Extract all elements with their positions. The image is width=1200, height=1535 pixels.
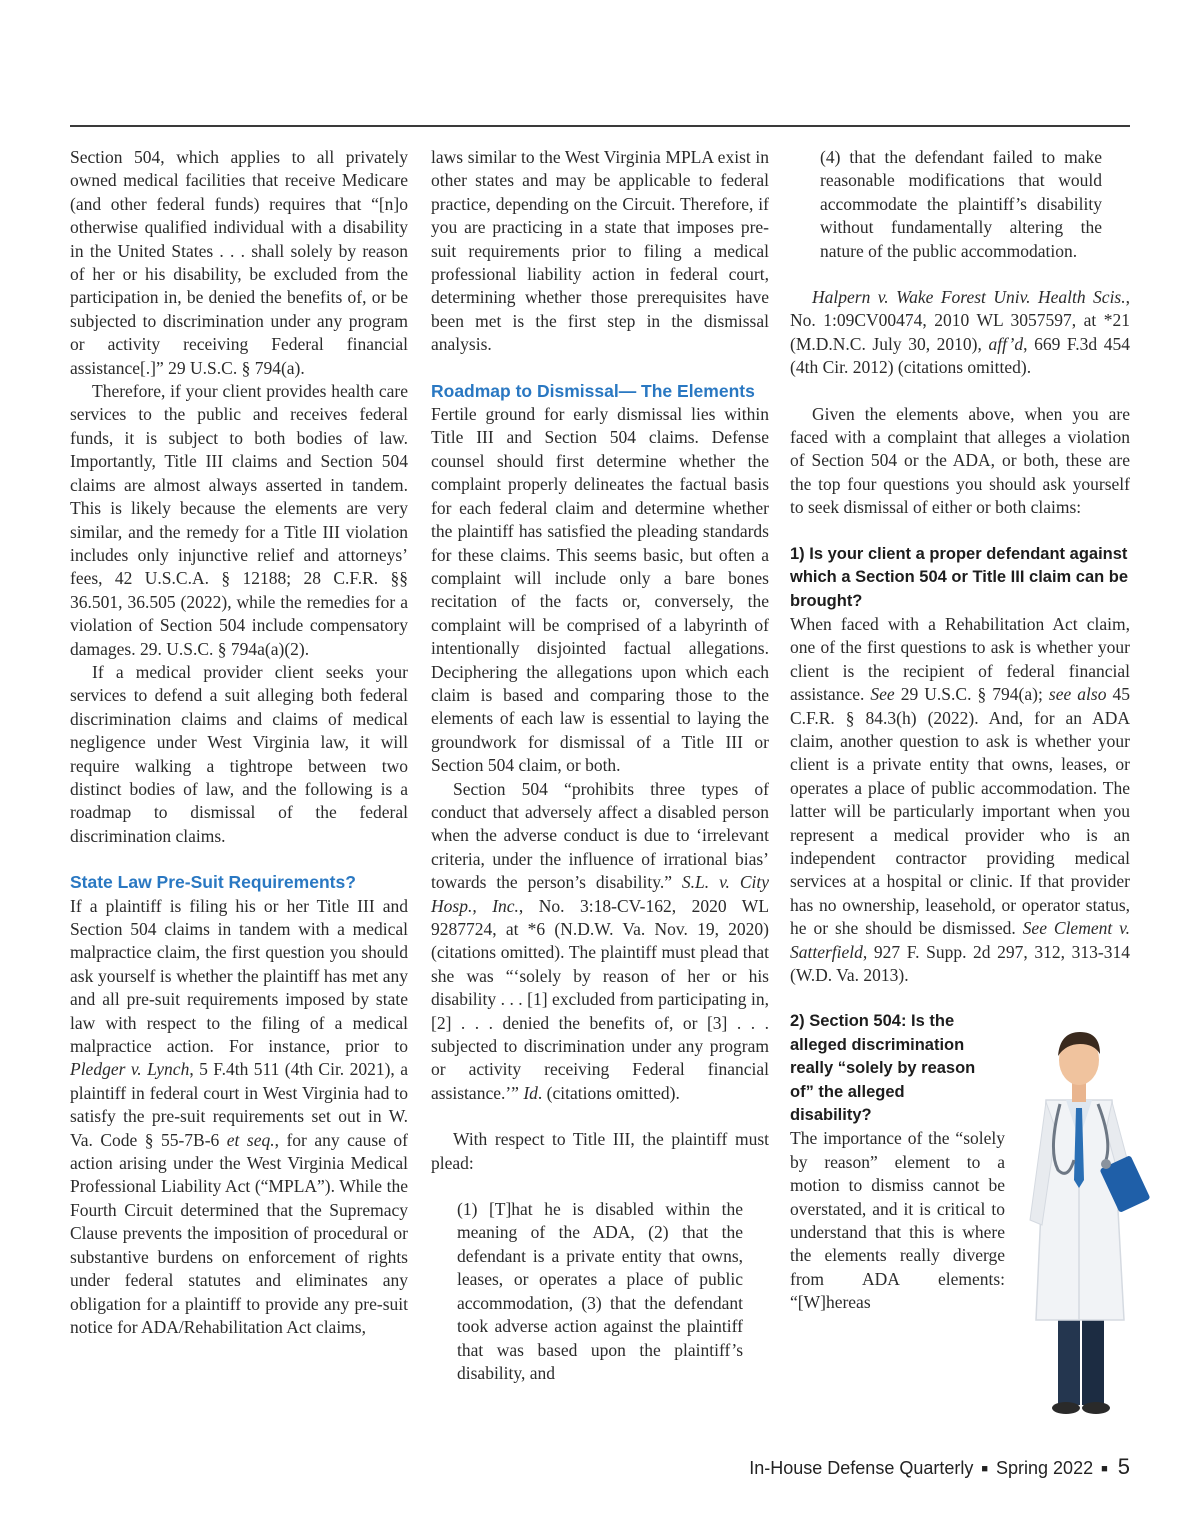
paragraph: Given the elements above, when you are faced with a complaint that alleges a violation of Section 504 or the ADA, or both, these are the top four questions you should ask yourself to seek dismissal of either or both claims: xyxy=(790,403,1130,518)
paragraph: Section 504, which applies to all privately owned medical facilities that receive Medicare (and other federal funds) requires that “[n]o otherwise qualified individual with a disability in the United States . . . shall solely by reason of her or his disability, be excluded from the participation in, be denied the benefits of, or be subjected to discrimination under any program or activity receiving Federal financial assistance[.]” 29 U.S.C. § 794(a). xyxy=(70,147,408,378)
publication-name: In-House Defense Quarterly xyxy=(749,1458,974,1478)
top-rule xyxy=(70,125,1130,127)
page-footer: In-House Defense Quarterly ■ Spring 2022 ■ 5 xyxy=(749,1454,1130,1479)
block-quote: (4) that the defendant failed to make reasonable modifications that would accommodate the plaintiff’s disability without fundamentally altering the nature of the public accommodation. xyxy=(820,147,1102,261)
page-number: 5 xyxy=(1117,1454,1130,1479)
paragraph: With respect to Title III, the plaintiff must plead: xyxy=(431,1129,769,1173)
question-heading: 2) Section 504: Is the alleged discrimination really “solely by reason of” the alleged disability? xyxy=(790,1012,976,1125)
paragraph: Therefore, if your client provides health care services to the public and receives federal funds, it is subject to both bodies of law. Importantly, Title III claims and Section 504 claims are almost always asserted in tandem. This is likely because the elements are very similar, and the remedy for a Title III violation includes only injunctive relief and attorneys’ fees, 42 U.S.C.A. § 12188; 28 C.F.R. §§ 36.501, 36.505 (2022), while the remedies for a violation of Section 504 include compensatory damages. 29. U.S.C. § 794a(a)(2). xyxy=(70,381,408,659)
issue-date: Spring 2022 xyxy=(996,1458,1094,1478)
column-2 xyxy=(431,146,769,1385)
section-heading: State Law Pre-Suit Requirements? xyxy=(70,872,356,893)
paragraph: Fertile ground for early dismissal lies within Title III and Section 504 claims. Defense counsel should first determine whether the complaint properly delineates the factual basis for each federal claim and determine whether the plaintiff has satisfied the pleading standards for these claims. This seems basic, but often a complaint will include only a bare bones recitation of the facts or, conversely, the complaint will be comprised of a labyrinth of intentionally disjointed factual allegations. Deciphering the allegations upon which each claim is based and comparing those to the elements of each law is essential to laying the groundwork for dismissal of a Title III or Section 504 claim, or both. xyxy=(431,404,769,776)
doctor-illustration xyxy=(1008,1020,1158,1420)
column-1 xyxy=(70,146,408,1339)
citation: Halpern v. Wake Forest Univ. Health Scis., No. 1:09CV00474, 2010 WL 3057597, at *21 (M.D.N.C. July 30, 2010), aff’d, 669 F.3d 454 (4th Cir. 2012) (citations omitted). xyxy=(790,287,1130,378)
paragraph: If a medical provider client seeks your services to defend a suit alleging both federal discrimination claims and claims of medical negligence under West Virginia law, it will require walking a tightrope between two distinct bodies of law, and the following is a roadmap to dismissal of the federal discrimination claims. xyxy=(70,661,408,846)
paragraph: If a plaintiff is filing his or her Title III and Section 504 claims in tandem with a medical malpractice claim, the first question you should ask yourself is whether the plaintiff has met any and all pre-suit requirements imposed by state law with respect to the filing of a medical malpractice action. For instance, prior to Pledger v. Lynch, 5 F.4th 511 (4th Cir. 2021), a plaintiff in federal court in West Virginia had to satisfy the pre-suit requirements set out in W. Va. Code § 55-7B-6 et seq., for any cause of action arising under the West Virginia Medical Professional Liability Act (“MPLA”). While the Fourth Circuit determined that the Supremacy Clause prevents the imposition of procedural or substantive burdens on enforcement of rights under federal statutes and eliminates any obligation for a plaintiff to provide any pre-suit notice for ADA/Rehabilitation Act claims, xyxy=(70,895,408,1337)
paragraph: laws similar to the West Virginia MPLA exist in other states and may be applicable to federal practice, depending on the Circuit. Therefore, if you are practicing in a state that imposes pre-suit requirements prior to filing a medical professional liability action in federal court, determining whether those prerequisites have been met is the first step in the dismissal analysis. xyxy=(431,147,769,355)
paragraph: Section 504 “prohibits three types of conduct that adversely affect a disabled person when the adverse conduct is due to ‘irrelevant criteria, under the influence of irrational bias’ towards the person’s disability.” S.L. v. City Hosp., Inc., No. 3:18-CV-162, 2020 WL 9287724, at *6 (N.D.W. Va. Nov. 19, 2020) (citations omitted). The plaintiff must plead that she was “‘solely by reason of her or his disability . . . [1] excluded from participating in, [2] . . . denied the benefits of, or [3] . . . subjected to discrimination under any program or activity receiving Federal financial assistance.’” Id. (citations omitted). xyxy=(431,778,770,1103)
block-quote: (1) [T]hat he is disabled within the meaning of the ADA, (2) that the defendant is a private entity that owns, leases, or operates a place of public accommodation, (3) that the defendant took adverse action against the plaintiff that was based upon the plaintiff’s disability, and xyxy=(457,1199,743,1383)
paragraph: The importance of the “solely by reason” element to a motion to dismiss cannot be overstated, and it is critical to understand that this is where the elements really diverge from ADA elements: “[W]hereas xyxy=(790,1128,1005,1313)
section-heading: Roadmap to Dismissal— The Elements xyxy=(431,380,755,401)
paragraph: When faced with a Rehabilitation Act claim, one of the first questions to ask is whether your client is the recipient of federal financial assistance. See 29 U.S.C. § 794(a); see also 45 C.F.R. § 84.3(h) (2022). And, for an ADA claim, another question to ask is whether your client is a private entity that owns, leases, or operates a place of public accommodation. The latter will be particularly important when you represent a medical provider who is an independent contractor providing medical services at a hospital or clinic. If that provider has no ownership, leasehold, or operator status, he or she should be dismissed. See Clement v. Satterfield, 927 F. Supp. 2d 297, 312, 313-314 (W.D. Va. 2013). xyxy=(790,613,1130,985)
question-heading: 1) Is your client a proper defendant against which a Section 504 or Title III claim can be brought? xyxy=(790,544,1129,610)
